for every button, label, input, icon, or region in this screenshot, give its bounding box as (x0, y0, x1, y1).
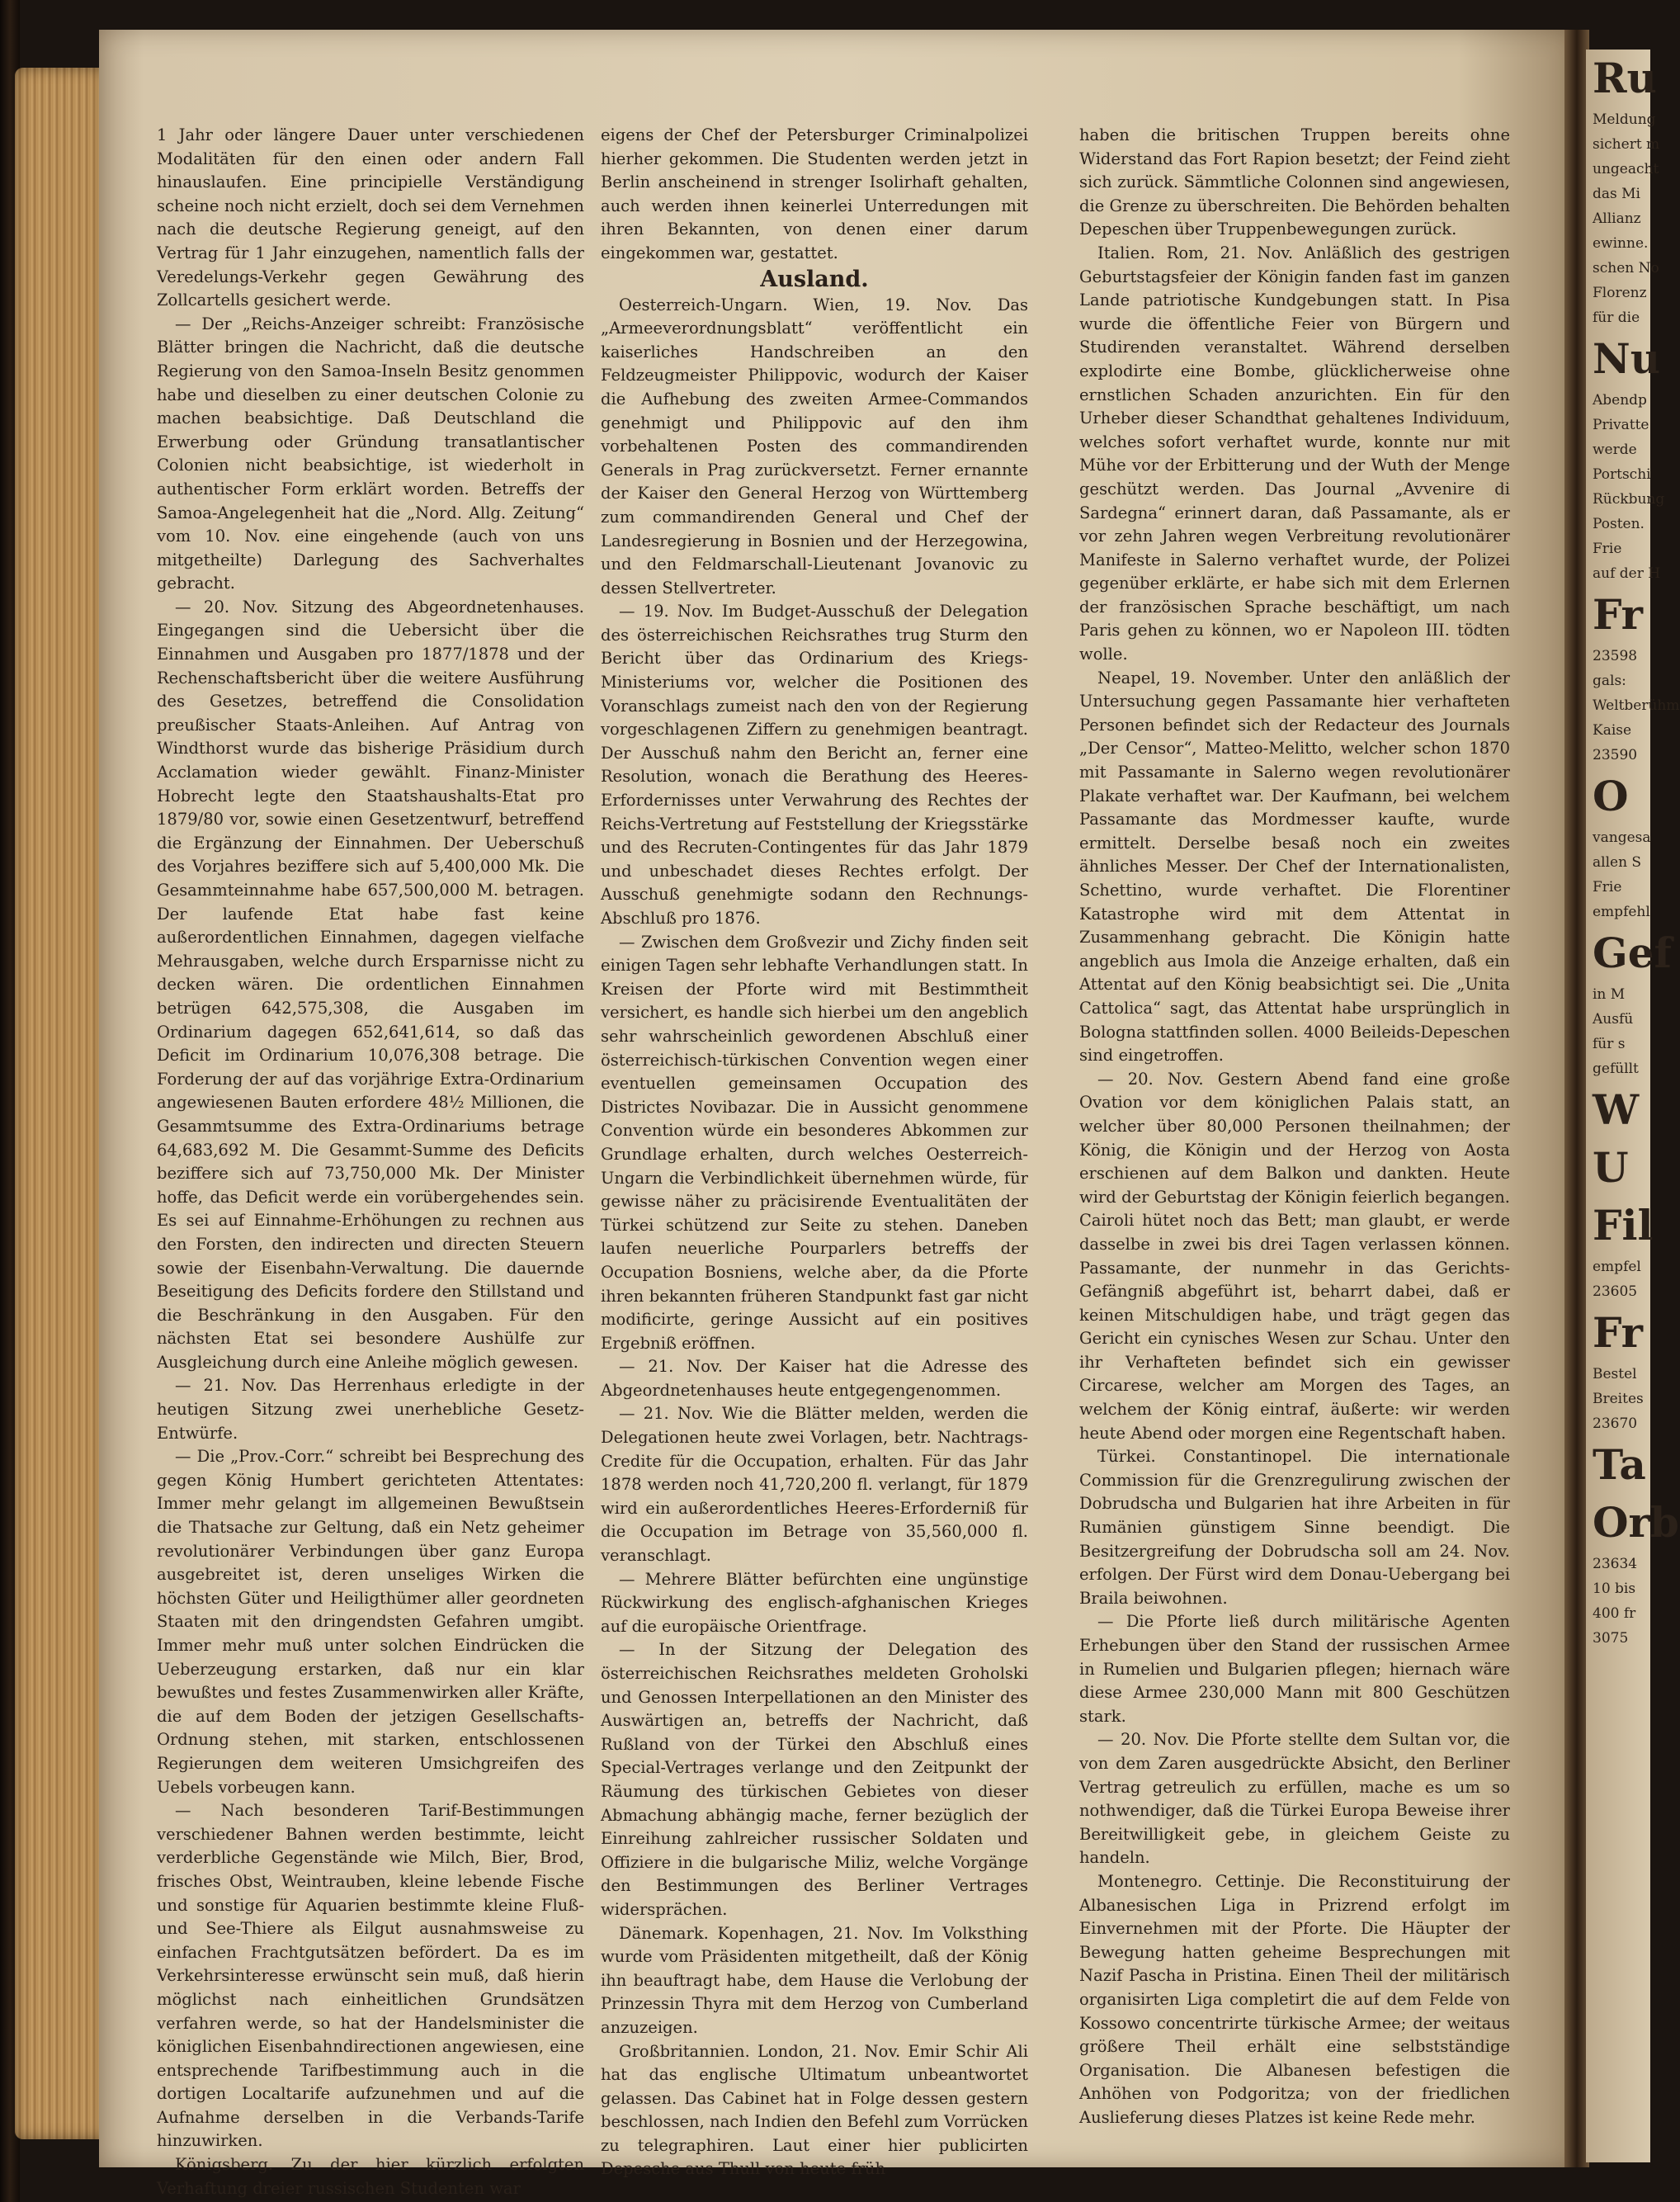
facing-page-text: allen S (1593, 854, 1642, 871)
facing-page-text: für s (1593, 1036, 1626, 1052)
facing-page-text: Ta (1593, 1440, 1646, 1489)
facing-page-text: 23590 (1593, 747, 1638, 763)
facing-page-text: Posten. (1593, 516, 1645, 532)
facing-page-text: empfel (1593, 1259, 1641, 1275)
facing-page-text: 23598 (1593, 648, 1638, 664)
facing-page-text: Privatte (1593, 417, 1649, 433)
article-paragraph: — Der „Reichs-Anzeiger schreibt: Französische Blätter bringen die Nachricht, daß die deutsche Regierung von den Samoa-Inseln Besitz genommen habe und dieselben zu einer deutschen Colonie zu machen beabsichtige. Daß Deutschland die Erwerbung oder Gründung transatlantischer Colonien nicht beabsichtige, ist wiederholt in authentischer Form erklärt worden. Betreffs der Samoa-Angelegenheit hat die „Nord. Allg. Zeitung“ vom 10. Nov. eine eingehende (auch von uns mitgetheilte) Darlegung des Sachverhaltes gebracht. (157, 314, 584, 593)
facing-page-text: 10 bis (1593, 1581, 1636, 1597)
facing-page-text: vangesa (1593, 829, 1651, 846)
facing-page-text: 23670 (1593, 1415, 1638, 1432)
article-columns (157, 124, 1564, 2198)
article-paragraph: Großbritannien. London, 21. Nov. Emir Schir Ali hat das englische Ultimatum unbeantwortet gelassen. Das Cabinet hat in Folge dessen gestern beschlossen, nach Indien den Befehl zum Vorrücken zu telegraphiren. Laut einer hier publicirten Depesche aus Thull von heute früh (601, 2041, 1028, 2179)
facing-page-text: Portschi (1593, 466, 1651, 483)
facing-page-text: Orb (1593, 1498, 1679, 1547)
facing-page-text: in M (1593, 986, 1626, 1003)
article-paragraph: — Zwischen dem Großvezir und Zichy finden seit einigen Tagen sehr lebhafte Verhandlungen statt. In Kreisen der Pforte wird mit Bestimmtheit versichert, es handle sich hierbei um den angeblich sehr wahrscheinlich gewordenen Abschluß einer österreichisch-türkischen Convention wegen einer eventuellen gemeinsamen Occupation des Districtes Novibazar. Die in Aussicht genommene Convention würde ein besonderes Abkommen zur Grundlage erhalten, durch welches Oesterreich-Ungarn die Verbindlichkeit übernehmen würde, für gewisse näher zu präcisirende Eventualitäten der Türkei schützend zur Seite zu stehen. Daneben laufen neuerliche Pourparlers betreffs der Occupation Bosniens, welche aber, da die Pforte ihren bekannten früheren Standpunkt fast gar nicht modificirte, geringe Aussicht auf ein positives Ergebniß eröffnen. (601, 932, 1028, 1353)
article-paragraph: Dänemark. Kopenhagen, 21. Nov. Im Volksthing wurde vom Präsidenten mitgetheilt, daß der König ihn beauftragt habe, dem Hause die Verlobung der Prinzessin Thyra mit dem Herzog von Cumberland anzuzeigen. (601, 1923, 1028, 2037)
article-paragraph: Italien. Rom, 21. Nov. Anläßlich des gestrigen Geburtstagsfeier der Königin fanden fast im ganzen Lande patriotische Kundgebungen statt. In Pisa wurde die öffentliche Feier von Bürgern und Studirenden veranstaltet. Während derselben explodirte eine Bombe, glücklicherweise ohne ernstlichen Schaden anzurichten. Ein für den Urheber dieser Schandthat gehaltenes Individuum, welches sofort verhaftet wurde, konnte nur mit Mühe vor der Erbitterung und der Wuth der Menge geschützt werden. Das Journal „Avvenire di Sardegna“ erinnert daran, daß Passamante, als er vor zehn Jahren wegen Verbreitung revolutionärer Manifeste in Salerno verhaftet wurde, der Polizei gegenüber erklärte, er habe sich mit dem Erlernen der französischen Sprache beschäftigt, um nach Paris gehen zu können, wo er Napoleon III. tödten wolle. (1079, 243, 1510, 664)
facing-page-text: schen No (1593, 260, 1659, 276)
facing-page-text: Nu (1593, 334, 1661, 383)
facing-page-text: ungeacht (1593, 161, 1659, 177)
facing-page-text: 23634 (1593, 1556, 1638, 1572)
facing-page-text: sichert m (1593, 136, 1660, 153)
facing-page-text: werde (1593, 442, 1637, 458)
facing-page-text: Fil (1593, 1201, 1654, 1250)
article-paragraph: haben die britischen Truppen bereits ohne Widerstand das Fort Rapion besetzt; der Feind zieht sich zurück. Sämmtliche Colonnen sind angewiesen, die Grenze zu überschreiten. Die Behörden behalten Depeschen über Truppenbewegungen zurück. (1079, 125, 1510, 239)
page-edges (15, 68, 106, 2139)
facing-page-text: 400 fr (1593, 1605, 1636, 1622)
facing-page-text: Gef (1593, 929, 1673, 977)
facing-page-text: Frie (1593, 879, 1622, 895)
facing-page-text: Weltberühm (1593, 697, 1680, 714)
article-paragraph: Oesterreich-Ungarn. Wien, 19. Nov. Das „Armeeverordnungsblatt“ veröffentlicht ein kaiserliches Handschreiben an den Feldzeugmeister Philippovic, wodurch der Kaiser die Aufhebung des zweiten Armee-Commandos genehmigt und Philippovic auf den ihm vorbehaltenen Posten des commandirenden Generals in Prag zurückversetzt. Ferner ernannte der Kaiser den General Herzog von Württemberg zum commandirenden General und Chef der Landesregierung in Bosnien und der Herzegowina, und den Feldmarschall-Lieutenant Jovanovic zu dessen Stellvertreter. (601, 295, 1028, 598)
facing-page-text: für die (1593, 310, 1640, 326)
facing-page-text: 23605 (1593, 1283, 1638, 1300)
facing-page-text: 3075 (1593, 1630, 1629, 1647)
article-paragraph: Türkei. Constantinopel. Die internationale Commission für die Grenzregulirung zwischen der Dobrudscha und Bulgarien hat ihre Arbeiten in für Rumänien günstigem Sinne beendigt. Die Besitzergreifung der Dobrudscha soll am 24. Nov. erfolgen. Der Fürst wird dem Donau-Uebergang bei Braila beiwohnen. (1079, 1447, 1510, 1608)
column-1 (157, 124, 584, 2200)
facing-page-text: Fr (1593, 590, 1643, 639)
facing-page-text: Frie (1593, 541, 1622, 557)
facing-page-text: Rückbung (1593, 491, 1665, 508)
article-paragraph: — 21. Nov. Das Herrenhaus erledigte in der heutigen Sitzung zwei unerhebliche Gesetz-Entwürfe. (157, 1376, 584, 1443)
article-paragraph: — 21. Nov. Der Kaiser hat die Adresse des Abgeordnetenhauses heute entgegengenommen. (601, 1357, 1028, 1400)
article-paragraph: — Mehrere Blätter befürchten eine ungünstige Rückwirkung des englisch-afghanischen Krieges auf die europäische Orientfrage. (601, 1569, 1028, 1636)
facing-page-text: Breites (1593, 1391, 1644, 1407)
facing-page-text: W (1593, 1085, 1640, 1134)
facing-page-text: Fr (1593, 1308, 1643, 1357)
article-paragraph: — 20. Nov. Die Pforte stellte dem Sultan vor, die von dem Zaren ausgedrückte Absicht, den Berliner Vertrag getreulich zu erfüllen, mache es um so nothwendiger, daß die Türkei Europa Beweise ihrer Bereitwilligkeit gebe, in gleichem Geiste zu handeln. (1079, 1730, 1510, 1868)
article-paragraph: eigens der Chef der Petersburger Criminalpolizei hierher gekommen. Die Studenten werden jetzt in Berlin anscheinend in strenger Isolirhaft gehalten, auch werden ihnen keinerlei Unterredungen mit ihren Bekannten, von denen einer darum eingekommen war, gestattet. (601, 125, 1028, 262)
column-3 (1079, 124, 1510, 2129)
article-paragraph: — 21. Nov. Wie die Blätter melden, werden die Delegationen heute zwei Vorlagen, betr. Nachtrags-Credite für die Occupation, erhalten. Für das Jahr 1878 werden noch 41,720,200 fl. verlangt, für 1879 wird ein außerordentliches Heeres-Erforderniß für die Occupation im Betrage von 35,560,000 fl. veranschlagt. (601, 1404, 1028, 1566)
facing-page-text: gals: (1593, 673, 1626, 689)
facing-page-text: gefüllt (1593, 1061, 1639, 1077)
article-paragraph: 1 Jahr oder längere Dauer unter verschiedenen Modalitäten für den einen oder andern Fall hinauslaufen. Eine principielle Verständigung scheine noch nicht erzielt, doch sei dem Vernehmen nach die deutsche Regierung geneigt, auf den Vertrag für 1 Jahr einzugehen, namentlich falls der Veredelungs-Verkehr gegen Gewährung des Zollcartells gesichert werde. (157, 125, 584, 310)
facing-page-text: Ru (1593, 54, 1657, 102)
article-paragraph: — 19. Nov. Im Budget-Ausschuß der Delegation des österreichischen Reichsrathes trug Sturm den Bericht über das Ordinarium des Kriegs-Ministeriums vor, welcher die Positionen des Voranschlags zumeist nach den von der Regierung vorgeschlagenen Ziffern zu genehmigen beantragt. Der Ausschuß nahm den Bericht an, ferner eine Resolution, wonach die Berathung des Heeres-Erfordernisses unter Verwahrung des Rechtes der Reichs-Vertretung auf Feststellung der Kriegsstärke und des Recruten-Contingentes für das Jahr 1879 und unbeschadet dieses Rechtes erfolgt. Der Ausschuß genehmigte sodann den Rechnungs-Abschluß pro 1876. (601, 602, 1028, 928)
facing-page-text: O (1593, 772, 1629, 820)
article-paragraph: — In der Sitzung der Delegation des österreichischen Reichsrathes meldeten Groholski und Genossen Interpellationen an den Minister des Auswärtigen an, betreffs der Nachricht, daß Rußland von der Türkei den Abschluß eines Special-Vertrages verlange und den Zeitpunkt der Räumung des türkischen Gebietes von dieser Abmachung abhängig mache, ferner bezüglich der Einreihung zahlreicher russischer Soldaten und Offiziere in die bulgarische Miliz, welche Vorgänge den Bestimmungen des Berliner Vertrages widersprächen. (601, 1640, 1028, 1919)
article-paragraph: — 20. Nov. Gestern Abend fand eine große Ovation vor dem königlichen Palais statt, an welcher über 80,000 Personen theilnahmen; der König, die Königin und der Herzog von Aosta erschienen auf dem Balkon und dankten. Heute wird der Geburtstag der Königin feierlich begangen. Cairoli hütet noch das Bett; man glaubt, er werde dasselbe in zwei bis drei Tagen verlassen können. Passamante, der nunmehr in das Gerichts-Gefängniß abgeführt ist, beharrt dabei, daß er keinen Mitschuldigen habe, und trägt gegen das Gericht ein cynisches Wesen zur Schau. Unter den ihr Verhafteten befindet sich ein gewisser Circarese, welcher am Morgen des Tages, an welchem der König eintraf, äußerte: wir werden heute Abend oder morgen eine Regentschaft haben. (1079, 1069, 1510, 1443)
facing-page-text: empfehl (1593, 904, 1650, 920)
article-paragraph: — 20. Nov. Sitzung des Abgeordnetenhauses. Eingegangen sind die Uebersicht über die Einnahmen und Ausgaben pro 1877/1878 und der Rechenschaftsbericht über die weitere Ausführung des Gesetzes, betreffend die Consolidation preußischer Staats-Anleihen. Auf Antrag von Windthorst wurde das bisherige Präsidium durch Acclamation wieder gewählt. Finanz-Minister Hobrecht legte den Staatshaushalts-Etat pro 1879/80 vor, sowie einen Gesetzentwurf, betreffend die Ergänzung der Einnahmen. Der Ueberschuß des Vorjahres beziffere sich auf 5,400,000 Mk. Die Gesammteinnahme habe 657,500,000 M. betragen. Der laufende Etat habe fast keine außerordentlichen Einnahmen, dagegen vielfache Mehrausgaben, welche durch Ersparnisse nicht zu decken wären. Die ordentlichen Einnahmen betrügen 642,575,308, die Ausgaben im Ordinarium dagegen 652,641,614, so daß das Deficit im Ordinarium 10,076,308 betrage. Die Forderung der auf das vorjährige Extra-Ordinarium angewiesenen Bauten erfordere 48½ Millionen, die Gesammtsumme des Extra-Ordinariums betrage 64,683,692 M. Die Gesammt-Summe des Deficits beziffere sich auf 73,750,000 Mk. Der Minister hoffe, das Deficit werde ein vorübergehendes sein. Es sei auf Einnahme-Erhöhungen zu rechnen aus den Forsten, den indirecten und directen Steuern sowie der Eisenbahn-Verwaltung. Die dauernde Beseitigung des Deficits fordere den Stillstand und die Beschränkung in den Ausgaben. Für den nächsten Etat sei besondere Aushülfe zur Ausgleichung durch eine Anleihe möglich gewesen. (157, 597, 584, 1372)
article-paragraph: — Die „Prov.-Corr.“ schreibt bei Besprechung des gegen König Humbert gerichteten Attentates: Immer mehr gelangt im allgemeinen Bewußtsein die Thatsache zur Geltung, daß ein Netz geheimer revolutionärer Verbindungen über ganz Europa ausgebreitet ist, deren unseliges Wirken die höchsten Güter und Heiligthümer aller geordneten Staaten mit den dringendsten Gefahren umgibt. Immer mehr muß unter solchen Eindrücken die Ueberzeugung erstarken, daß nur ein klar bewußtes und festes Zusammenwirken aller Kräfte, die auf dem Boden der jetzigen Gesellschafts-Ordnung stehen, mit starken, entschlossenen Regierungen dem weiteren Umsichgreifen des Uebels vorbeugen kann. (157, 1447, 584, 1797)
facing-page-text: U (1593, 1143, 1629, 1192)
article-paragraph: Königsberg. Zu der hier kürzlich erfolgten Verhaftung dreier russischen Studenten war (157, 2155, 584, 2198)
facing-page-text: Abendp (1593, 392, 1647, 409)
facing-page-text: ewinne. (1593, 235, 1649, 252)
article-paragraph: — Die Pforte ließ durch militärische Agenten Erhebungen über den Stand der russischen Armee in Rumelien und Bulgarien pflegen; hiernach wäre diese Armee 230,000 Mann mit 800 Geschützen stark. (1079, 1612, 1510, 1726)
facing-page-text: Kaise (1593, 722, 1632, 739)
section-heading: Ausland. (760, 266, 869, 292)
facing-page-text: Allianz (1593, 210, 1641, 227)
facing-page-text: Bestel (1593, 1366, 1637, 1382)
facing-page-text: Florenz (1593, 285, 1647, 301)
facing-page-fragment (1586, 50, 1680, 2162)
column-2 (601, 124, 1028, 2181)
facing-page-text: Meldung (1593, 111, 1656, 128)
article-paragraph: Montenegro. Cettinje. Die Reconstituirung der Albanesischen Liga in Prizrend erfolgt im Einvernehmen mit der Pforte. Die Häupter der Bewegung hatten geheime Besprechungen mit Nazif Pascha in Pristina. Einen Theil der militärisch organisirten Liga completirt die auf dem Felde von Kossowo concentrirte türkische Armee; der weitaus größere Theil erhält eine selbstständige Organisation. Die Albanesen befestigen die Anhöhen von Podgoritza; von der friedlichen Auslieferung dieses Platzes ist keine Rede mehr. (1079, 1871, 1510, 2127)
article-paragraph: — Nach besonderen Tarif-Bestimmungen verschiedener Bahnen werden bestimmte, leicht verderbliche Gegenstände wie Milch, Bier, Brod, frisches Obst, Weintrauben, kleine lebende Fische und sonstige für Aquarien bestimmte kleine Fluß- und See-Thiere als Eilgut ausnahmsweise zu einfachen Frachtgutsätzen befördert. Da es im Verkehrsinteresse erwünscht sein muß, daß hierin möglichst nach einheitlichen Grundsätzen verfahren werde, so hat der Handelsminister die königlichen Eisenbahndirectionen angewiesen, eine entsprechende Tarifbestimmung auch in die dortigen Localtarife aufzunehmen und auf die Aufnahme derselben in die Verbands-Tarife hinzuwirken. (157, 1801, 584, 2151)
facing-page-text: Ausfü (1593, 1011, 1634, 1028)
article-paragraph: Neapel, 19. November. Unter den anläßlich der Untersuchung gegen Passamante hier verhafteten Personen befindet sich der Redacteur des Journals „Der Censor“, Matteo-Melitto, welcher schon 1870 mit Passamante in Salerno wegen revolutionärer Plakate verhaftet war. Der Kaufmann, bei welchem Passamante das Mordmesser kaufte, wurde ermittelt. Derselbe besaß noch ein zweites ähnliches Messer. Der Chef der Internationalisten, Schettino, wurde verhaftet. Die Florentiner Katastrophe wird mit dem Attentat in Zusammenhang gebracht. Die Königin hatte angeblich aus Imola die Anzeige erhalten, daß ein Attentat auf den König beabsichtigt sei. Die „Unita Cattolica“ sagt, das Attentat habe ursprünglich in Bologna stattfinden sollen. 4000 Beileids-Depeschen sind eingetroffen. (1079, 668, 1510, 1066)
facing-page-text: auf der H (1593, 565, 1661, 582)
facing-page-text: das Mi (1593, 186, 1640, 202)
